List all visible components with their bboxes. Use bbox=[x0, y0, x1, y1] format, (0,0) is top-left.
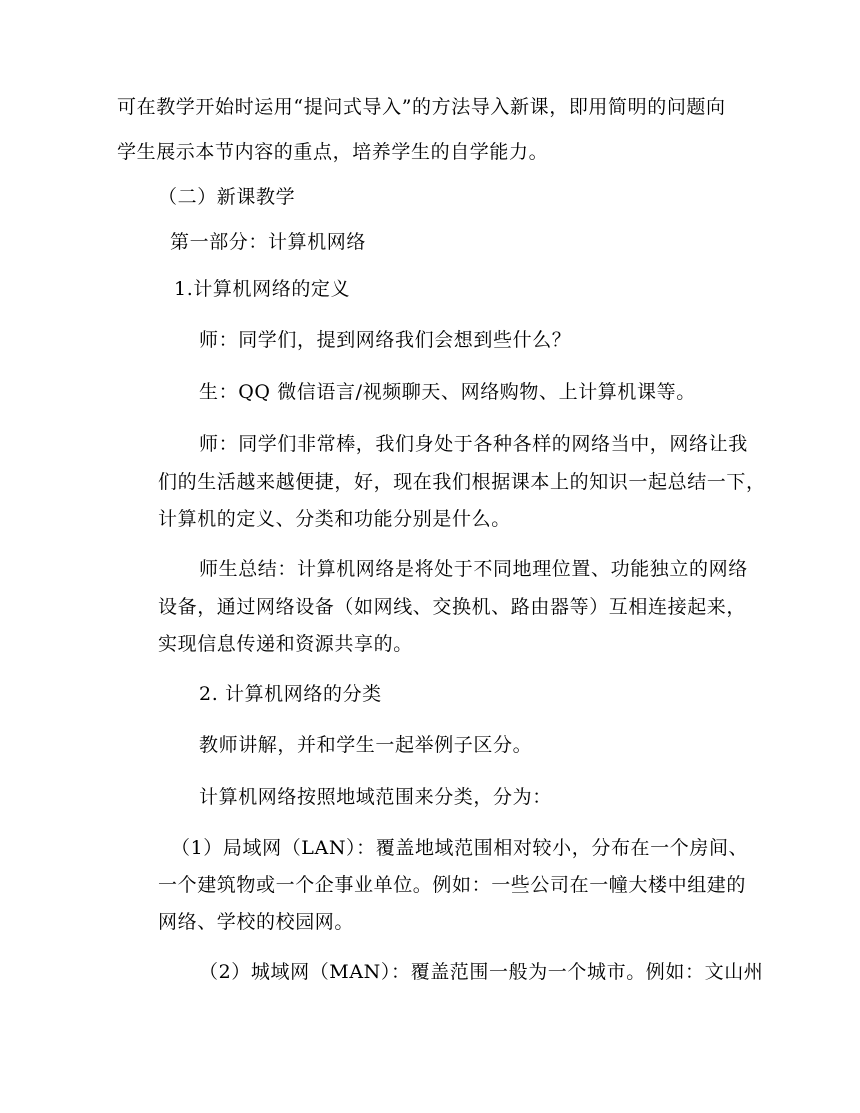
paragraph-line: 设备，通过网络设备（如网线、交换机、路由器等）互相连接起来， bbox=[158, 596, 747, 618]
paragraph-line: 教师讲解，并和学生一起举例子区分。 bbox=[199, 734, 533, 756]
paragraph-line: 一个建筑物或一个企事业单位。例如：一些公司在一幢大楼中组建的 bbox=[158, 874, 747, 896]
paragraph-line: 网络、学校的校园网。 bbox=[158, 911, 355, 933]
dialogue-line: 生：QQ 微信语言/视频聊天、网络购物、上计算机课等。 bbox=[199, 381, 696, 403]
paragraph-line: 实现信息传递和资源共享的。 bbox=[158, 633, 413, 655]
summary-line: 师生总结：计算机网络是将处于不同地理位置、功能独立的网络 bbox=[199, 558, 748, 580]
paragraph-line: 可在教学开始时运用“提问式导入”的方法导入新课，即用简明的问题向 bbox=[117, 96, 726, 118]
paragraph-line: 学生展示本节内容的重点，培养学生的自学能力。 bbox=[117, 141, 549, 163]
part-heading: 第一部分：计算机网络 bbox=[170, 231, 367, 253]
list-item-line: （1）局域网（LAN）：覆盖地域范围相对较小，分布在一个房间、 bbox=[171, 837, 749, 859]
dialogue-line: 师：同学们非常棒，我们身处于各种各样的网络当中，网络让我 bbox=[199, 433, 748, 455]
dialogue-line: 师：同学们，提到网络我们会想到些什么？ bbox=[199, 329, 572, 351]
paragraph-line: 们的生活越来越便捷，好，现在我们根据课本上的知识一起总结一下， bbox=[158, 471, 766, 493]
section-heading: （二）新课教学 bbox=[158, 186, 296, 208]
list-item-line: （2）城域网（MAN）：覆盖范围一般为一个城市。例如：文山州 bbox=[199, 961, 764, 983]
paragraph-line: 计算机的定义、分类和功能分别是什么。 bbox=[158, 508, 511, 530]
paragraph-line: 计算机网络按照地域范围来分类，分为： bbox=[199, 786, 552, 808]
subsection-heading: 2. 计算机网络的分类 bbox=[199, 683, 382, 705]
subsection-heading: 1.计算机网络的定义 bbox=[174, 278, 351, 300]
